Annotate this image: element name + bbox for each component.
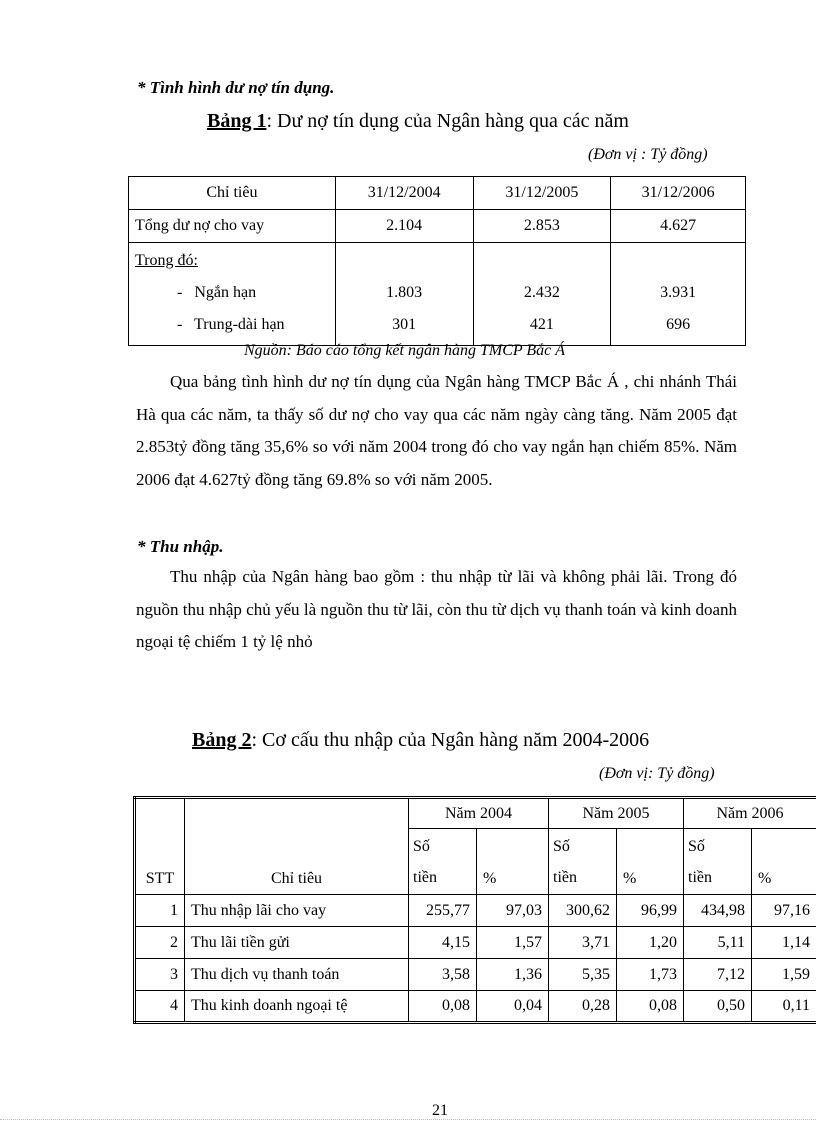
table2-cell: 5,11 <box>684 927 752 959</box>
table2-row-label: Thu dịch vụ thanh toán <box>185 959 409 991</box>
table2-sub-pct: % <box>477 829 549 895</box>
table2-stt: 3 <box>135 959 185 991</box>
table2-cell: 300,62 <box>549 895 617 927</box>
table2-sub-amount: Số tiền <box>409 829 477 895</box>
table2-cell: 97,03 <box>477 895 549 927</box>
table2-cell: 0,04 <box>477 991 549 1023</box>
table1-unit: (Đơn vị : Tỷ đồng) <box>588 146 708 163</box>
table2-label: Bảng 2 <box>192 729 252 751</box>
table2-cell: 1,57 <box>477 927 549 959</box>
table1-row-label: - Trung-dài hạn <box>177 316 285 333</box>
table2-caption <box>192 729 649 752</box>
page-bottom-rule <box>0 1119 816 1120</box>
table2-year-header: Năm 2006 <box>684 798 816 829</box>
table-row <box>135 991 816 1023</box>
table2-title: : Cơ cấu thu nhập của Ngân hàng năm 2004-2006 <box>251 729 650 751</box>
table2-year-header: Năm 2005 <box>549 798 684 829</box>
table2-cell: 255,77 <box>409 895 477 927</box>
table2-cell: 96,99 <box>617 895 684 927</box>
table2-cell: 0,08 <box>409 991 477 1023</box>
table2-cell: 1,14 <box>752 927 816 959</box>
table1-row-label: - Ngắn hạn <box>177 284 257 301</box>
table2-row-label: Thu lãi tiền gửi <box>185 927 409 959</box>
credit-section-heading: * Tình hình dư nợ tín dụng. <box>137 78 335 97</box>
table1-cell: 421 <box>529 316 554 333</box>
income-table <box>133 796 816 1024</box>
table1-cell: 1.803 <box>386 284 423 301</box>
table2-row-label: Thu kinh doanh ngoại tệ <box>185 991 409 1023</box>
table2-sub-amount: Số tiền <box>684 829 752 895</box>
table2-unit: (Đơn vị: Tỷ đồng) <box>599 765 715 782</box>
table2-cell: 1,73 <box>617 959 684 991</box>
table1-cell: 301 <box>392 316 417 333</box>
table2-header-row <box>135 798 816 829</box>
table-row <box>135 959 816 991</box>
table1-header-row <box>129 177 746 210</box>
table2-cell: 0,11 <box>752 991 816 1023</box>
table1-source: Nguồn: Báo cáo tổng kết ngân hàng TMCP Bắc Á <box>244 342 565 359</box>
table1-breakdown-row <box>129 243 746 346</box>
table2-cell: 97,16 <box>752 895 816 927</box>
table2-cell: 4,15 <box>409 927 477 959</box>
table1-breakdown-labels <box>129 243 336 346</box>
table1-title: : Dư nợ tín dụng của Ngân hàng qua các năm <box>266 110 629 132</box>
table2-cell: 0,28 <box>549 991 617 1023</box>
income-paragraph: Thu nhập của Ngân hàng bao gồm : thu nhập từ lãi và không phải lãi. Trong đó nguồn thu nhập chủ yếu là nguồn thu từ lãi, còn thu từ dịch vụ thanh toán và kinh doanh ngoại tệ chiếm 1 tỷ lệ nhỏ <box>136 567 737 651</box>
table1-breakdown-col <box>473 243 611 346</box>
table1-row-label: Tổng dư nợ cho vay <box>129 210 336 243</box>
table2-cell: 3,58 <box>409 959 477 991</box>
table2-row-label: Thu nhập lãi cho vay <box>185 895 409 927</box>
table2-sub-pct: % <box>752 829 816 895</box>
table2-cell: 0,08 <box>617 991 684 1023</box>
table1-cell: 4.627 <box>611 210 746 243</box>
table1-header-cell: 31/12/2004 <box>335 177 473 210</box>
page-number: 21 <box>432 1102 448 1119</box>
table2-cell: 1,36 <box>477 959 549 991</box>
table1-header-cell: Chỉ tiêu <box>129 177 336 210</box>
table1-breakdown-col <box>611 243 746 346</box>
table2-cell: 1,20 <box>617 927 684 959</box>
table2-cell: 434,98 <box>684 895 752 927</box>
income-section-heading: * Thu nhập. <box>137 537 224 556</box>
table1-header-cell: 31/12/2005 <box>473 177 611 210</box>
table1-sub-heading: Trong đó: <box>135 252 198 269</box>
table2-stt: 1 <box>135 895 185 927</box>
table2-stt: 4 <box>135 991 185 1023</box>
table1-cell: 696 <box>666 316 691 333</box>
table2-cell: 7,12 <box>684 959 752 991</box>
table1-cell: 3.931 <box>660 284 697 301</box>
table1-caption <box>207 110 629 133</box>
table2-sub-amount: Số tiền <box>549 829 617 895</box>
table-row <box>135 927 816 959</box>
table2-year-header: Năm 2004 <box>409 798 549 829</box>
table2-sub-pct: % <box>617 829 684 895</box>
table1-total-row <box>129 210 746 243</box>
table2-cell: 5,35 <box>549 959 617 991</box>
table1-breakdown-col <box>335 243 473 346</box>
table2-stt: 2 <box>135 927 185 959</box>
table1-label: Bảng 1 <box>207 110 267 132</box>
table2-cell: 3,71 <box>549 927 617 959</box>
table1-cell: 2.104 <box>335 210 473 243</box>
table2-cell: 1,59 <box>752 959 816 991</box>
table1-header-cell: 31/12/2006 <box>611 177 746 210</box>
table2-cell: 0,50 <box>684 991 752 1023</box>
table2-stt-header: STT <box>135 798 185 895</box>
credit-paragraph: Qua bảng tình hình dư nợ tín dụng của Ngân hàng TMCP Bắc Á , chi nhánh Thái Hà qua các năm, ta thấy số dư nợ cho vay qua các năm ngày càng tăng. Năm 2005 đạt 2.853tỷ đồng tăng 35,6% so với năm 2004 trong đó cho vay ngắn hạn chiếm 85%. Năm 2006 đạt 4.627tỷ đồng tăng 69.8% so với năm 2005. <box>136 372 737 489</box>
table2-chitieu-header: Chỉ tiêu <box>185 798 409 895</box>
table-row <box>135 895 816 927</box>
table1-cell: 2.853 <box>473 210 611 243</box>
credit-table <box>128 176 746 346</box>
table1-cell: 2.432 <box>523 284 560 301</box>
